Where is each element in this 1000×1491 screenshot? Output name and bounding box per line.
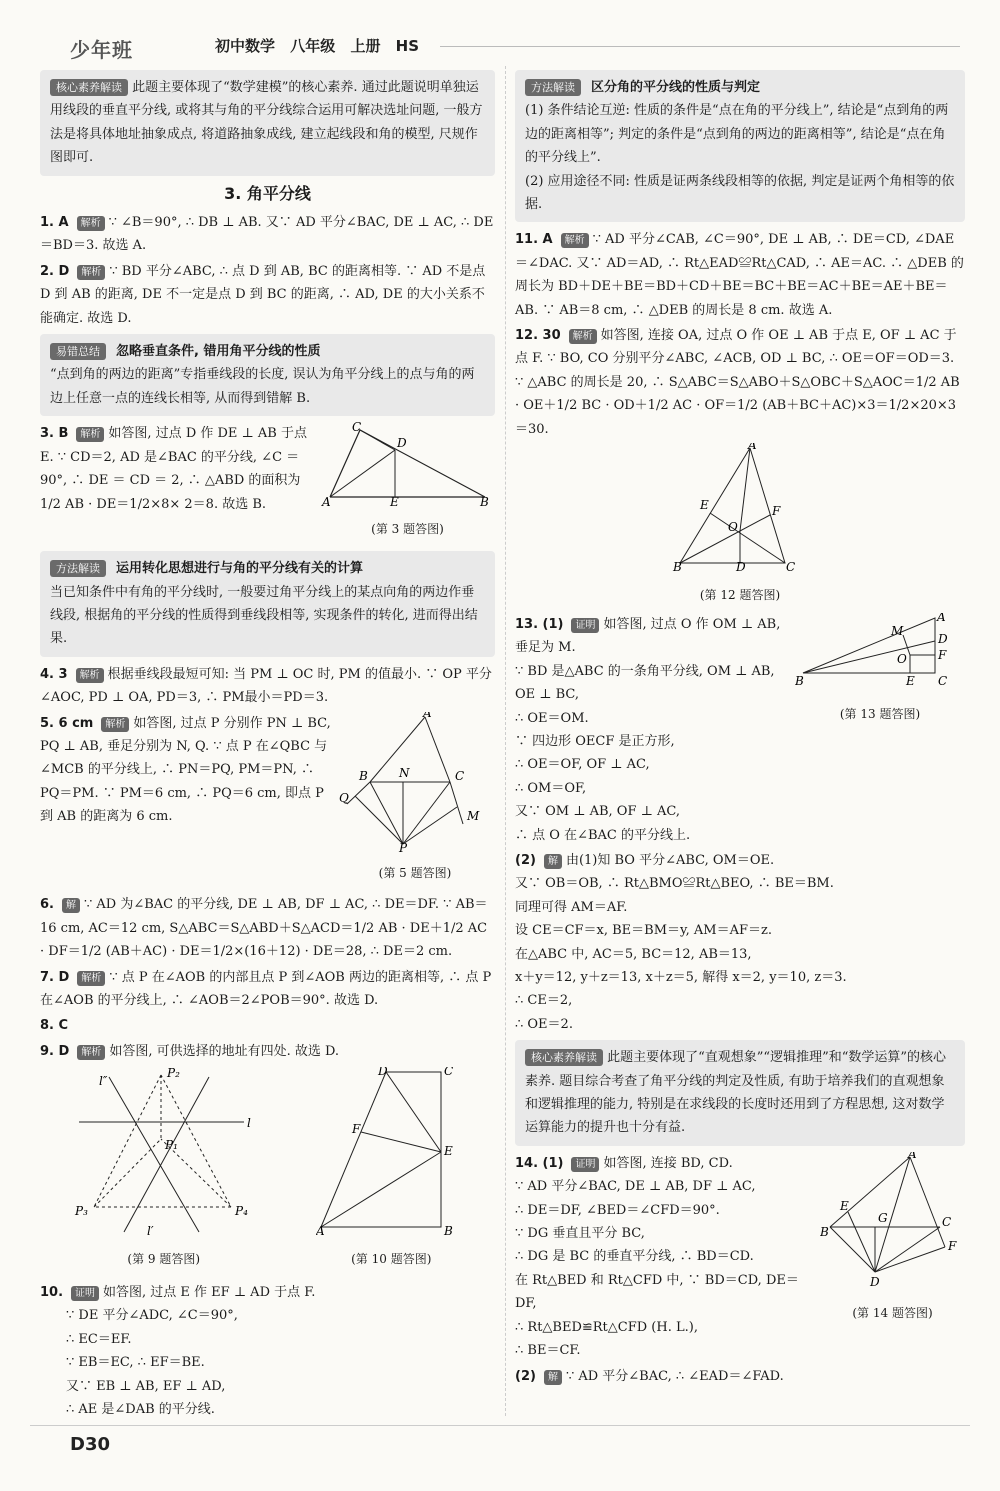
answer-4: 4. 3 解析 根据垂线段最短可知: 当 PM ⊥ OC 时, PM 的值最小. ∵ OP 平分∠AOC, PD ⊥ OA, PD＝3, ∴ PM最小＝PD＝3. <box>40 666 492 706</box>
svg-text:M: M <box>467 808 480 823</box>
header-rule <box>440 46 960 47</box>
answer-14-part2: (2) 解 ∵ AD 平分∠BAC, ∴ ∠EAD＝∠FAD. <box>515 1368 784 1384</box>
header <box>30 28 970 62</box>
brand-logo: 少年班 <box>70 38 133 62</box>
svg-text:C: C <box>455 768 465 783</box>
figure-12: A E F O B D C (第 12 题答图) <box>515 443 965 607</box>
core-literacy-box-right: 核心素养解读 此题主要体现了“直观想象”“逻辑推理”和“数学运算”的核心素养. 题目综合考查了角平分线的判定及性质, 有助于培养我们的直观想象和逻辑推理的能力, 特别是在求线段的长度时还用到了方程思想, 这对数学运算能力的提升也十分有益. <box>515 1040 965 1146</box>
answer-13-part2: (2) 解 由(1)知 BO 平分∠ABC, OM＝OE. 又∵ OB＝OB, ∴ Rt△BMO≌Rt△BEO, ∴ BE＝BM. 同理可得 AM＝AF. 设 CE＝CF＝x, BE＝BM＝y, AM＝AF＝z. 在△ABC 中, AC＝5, BC＝12, AB＝13, x＋y＝12, y＋z＝13, x＋z＝5, 解得 x＝2, y＝10, z＝3. ∴ CE＝2, ∴ OE＝2. <box>515 852 847 1032</box>
svg-text:O: O <box>728 520 738 535</box>
svg-text:M: M <box>891 623 904 638</box>
box-tag: 核心素养解读 <box>50 79 128 96</box>
answer-7: 7. D 解析 ∵ 点 P 在∠AOB 的内部且点 P 到∠AOB 两边的距离相等, ∴ 点 P 在∠AOB 的平分线上, ∴ ∠AOB＝2∠POB＝90°. 故选 D. <box>40 969 492 1008</box>
answer-6: 6. 解 ∵ AD 为∠BAC 的平分线, DE ⊥ AB, DF ⊥ AC, ∴ DE＝DF. ∵ AB＝16 cm, AC＝12 cm, S△ABC＝S△ABD＋S△ACD＝1/2 AB · DE＋1/2 AC · DF＝1/2 (AB＋AC) · DE＝1/2×(16＋12) · DE＝28, ∴ DE＝2 cm. <box>40 897 488 960</box>
method-box: 方法解读 运用转化思想进行与角的平分线有关的计算 当已知条件中有角的平分线时, 一般要过角平分线上的某点向角的两边作垂线段, 根据角的平分线的性质得到垂线段相等, 实现条件的转化, 进而得出结果. <box>40 551 495 657</box>
right-column <box>515 66 965 1390</box>
svg-text:N: N <box>399 765 410 780</box>
svg-text:C: C <box>938 673 948 688</box>
svg-text:O: O <box>897 651 907 666</box>
section-title: 3. 角平分线 <box>224 183 311 203</box>
answer-14: 14. (1) 证明 如答图, 连接 BD, CD. ∵ AD 平分∠BAC, DE ⊥ AB, DF ⊥ AC, ∴ DE＝DF, ∠BED＝∠CFD＝90°. ∵ DG 垂直且平分 BC, ∴ DG 是 BC 的垂直平分线, ∴ BD＝CD. 在 Rt△BED 和 Rt△CFD 中, ∵ BD＝CD, DE＝DF, ∴ Rt△BED≌Rt△CFD (H. L.), ∴ BE＝CF. A E G B C F D (第 14 题答图) <box>515 1152 965 1363</box>
svg-text:E: E <box>444 1144 454 1159</box>
figure-14: A E G B C F D (第 14 题答图) <box>820 1152 965 1363</box>
svg-text:D: D <box>870 1274 880 1289</box>
figure-5: A B C N Q M P (第 5 题答图) <box>335 712 495 892</box>
svg-text:P: P <box>399 840 408 852</box>
method-box-right: 方法解读 区分角的平分线的性质与判定 (1) 条件结论互逆: 性质的条件是“点在角的平分线上”, 结论是“点到角的两边的距离相等”; 判定的条件是“点到角的两边的距离相等”, 结论是“点在角的平分线上”. (2) 应用途径不同: 性质是证两条线段相等的依据, 判定是证两个角相等的依据. <box>515 70 965 222</box>
error-summary-box: 易错总结 忽略垂直条件, 错用角平分线的性质 “点到角的两边的距离”专指垂线段的长度, 误认为角平分线上的点与角的两边上任意一点的连线长相等, 从而得到错解 B. <box>40 334 495 416</box>
svg-text:G: G <box>878 1210 888 1225</box>
svg-text:P₃: P₃ <box>74 1204 88 1219</box>
svg-text:P₄: P₄ <box>234 1204 248 1219</box>
svg-text:D: D <box>378 1067 388 1079</box>
svg-text:D: D <box>938 631 948 646</box>
svg-text:P₁: P₁ <box>164 1138 178 1153</box>
svg-text:C: C <box>786 560 796 574</box>
answer-1: 1. A 解析 ∵ ∠B＝90°, ∴ DB ⊥ AB. 又∵ AD 平分∠BAC, DE ⊥ AC, ∴ DE＝BD＝3. 故选 A. <box>40 215 494 254</box>
footer-rule <box>30 1425 970 1426</box>
svg-text:B: B <box>359 768 368 783</box>
svg-text:A: A <box>937 612 946 624</box>
svg-text:A: A <box>316 1224 325 1238</box>
svg-text:C: C <box>942 1214 952 1229</box>
figure-13: A M D F O B E C (第 13 题答图) <box>795 613 965 847</box>
svg-text:E: E <box>906 673 915 688</box>
svg-text:B: B <box>480 495 489 508</box>
svg-text:l: l <box>246 1116 251 1131</box>
svg-text:A: A <box>908 1151 917 1161</box>
svg-text:F: F <box>948 1238 957 1253</box>
answer-12: 12. 30 解析 如答图, 连接 OA, 过点 O 作 OE ⊥ AB 于点 E, OF ⊥ AC 于点 F. ∵ BO, CO 分别平分∠ABC, ∠ACB, OD ⊥ BC, ∴ OE＝OF＝OD＝3. ∵ △ABC 的周长是 20, ∴ S△ABC＝S△ABO＋S△OBC＋S△AOC＝1/2 AB · OE＋1/2 BC · OD＋1/2 AC · OF＝1/2 (AB＋BC＋AC)×3＝1/2×20×3＝30. <box>515 328 960 437</box>
figure-3: C D A E B (第 3 题答图) <box>322 422 489 536</box>
svg-text:Q: Q <box>339 790 349 805</box>
svg-text:F: F <box>938 647 947 662</box>
column-divider <box>505 66 506 1416</box>
figure-9: P₂ l″ l P₁ P₃ P₄ l′ (第 9 题答图) <box>74 1067 251 1266</box>
figure-10: D C F E A B (第 10 题答图) <box>316 1067 466 1277</box>
answer-8: 8. C <box>40 1018 69 1034</box>
svg-text:l″: l″ <box>98 1074 108 1089</box>
answer-3: 3. B 解析 如答图, 过点 D 作 DE ⊥ AB 于点 E. ∵ CD＝2, AD 是∠BAC 的平分线, ∠C ＝ 90°, ∴ DE ＝ CD ＝ 2, ∴ △ABD 的面积为 1/2 AB · DE＝1/2×8× 2＝8. 故选 B. C D A E B (第 3 题答图) <box>40 422 495 547</box>
svg-text:B: B <box>673 560 682 574</box>
answer-5: 5. 6 cm 解析 如答图, 过点 P 分别作 PN ⊥ BC, PQ ⊥ AB, 垂足分别为 N, Q. ∵ 点 P 在∠QBC 与∠MCB 的平分线上, ∴ PN＝PQ, PM＝PN, ∴ PQ＝PM. ∵ PM＝6 cm, ∴ PQ＝6 cm, 即点 P 到 AB 的距离为 6 cm. A B C N Q M P (第 5 题答图) <box>40 712 495 892</box>
subject-title: 初中数学 八年级 上册 HS <box>215 37 420 55</box>
svg-text:E: E <box>840 1198 849 1213</box>
svg-text:D: D <box>397 436 407 451</box>
svg-text:C: C <box>352 422 362 435</box>
svg-text:B: B <box>795 673 804 688</box>
svg-text:A: A <box>748 443 757 453</box>
box-text: 此题主要体现了“数学建模”的核心素养. 通过此题说明单独运用线段的垂直平分线, 或将其与角的平分线综合运用可解决选址问题, 一般方法是将具体地址抽象成点, 将道路抽象成线, 建立起线段和角的模型, 尺规作图即可. <box>50 80 483 166</box>
svg-text:F: F <box>352 1122 361 1137</box>
page-number: D30 <box>70 1434 110 1455</box>
answer-11: 11. A 解析 ∵ AD 平分∠CAB, ∠C＝90°, DE ⊥ AB, ∴ DE＝CD, ∠DAE＝∠DAC. 又∵ AD＝AD, ∴ Rt△EAD≌Rt△CAD, ∴ AE＝AC. ∴ △DEB 的周长为 BD＋DE＋BE＝BD＋CD＋BE＝BC＋BE＝AC＋BE＝AE＋BE＝AB. ∵ AB＝8 cm, ∴ △DEB 的周长是 8 cm. 故选 A. <box>515 232 964 318</box>
svg-text:E: E <box>700 498 709 513</box>
svg-text:l′: l′ <box>146 1224 154 1238</box>
figures-9-10 <box>40 1067 495 1277</box>
left-column <box>40 66 495 1423</box>
svg-text:C: C <box>444 1067 454 1079</box>
svg-text:A: A <box>423 711 432 720</box>
answer-13: 13. (1) 证明 如答图, 过点 O 作 OM ⊥ AB, 垂足为 M. ∵ BD 是△ABC 的一条角平分线, OM ⊥ AB, OE ⊥ BC, ∴ OE＝OM. ∵ 四边形 OECF 是正方形, ∴ OE＝OF, OF ⊥ AC, ∴ OM＝OF, 又∵ OM ⊥ AB, OF ⊥ AC, ∴ 点 O 在∠BAC 的平分线上. A M D F O B E C (第 13 题答图) <box>515 613 965 847</box>
svg-text:E: E <box>390 495 399 508</box>
svg-text:B: B <box>444 1224 454 1238</box>
answer-10: 10. 证明 如答图, 过点 E 作 EF ⊥ AD 于点 F. ∵ DE 平分∠ADC, ∠C＝90°, ∴ EC＝EF. ∵ EB＝EC, ∴ EF＝BE. 又∵ EB ⊥ AB, EF ⊥ AD, ∴ AE 是∠DAB 的平分线. <box>40 1285 316 1418</box>
svg-text:D: D <box>736 560 746 574</box>
svg-text:A: A <box>322 495 331 508</box>
answer-2: 2. D 解析 ∵ BD 平分∠ABC, ∴ 点 D 到 AB, BC 的距离相等. ∵ AD 不是点 D 到 AB 的距离, DE 不一定是点 D 到 BC 的距离, ∴ AD, DE 的大小关系不能确定. 故选 D. <box>40 263 486 326</box>
svg-text:F: F <box>772 504 781 519</box>
answer-9: 9. D 解析 如答图, 可供选择的地址有四处. 故选 D. <box>40 1043 340 1059</box>
svg-text:P₂: P₂ <box>166 1067 180 1081</box>
svg-text:B: B <box>820 1224 829 1239</box>
core-literacy-box <box>40 70 495 176</box>
